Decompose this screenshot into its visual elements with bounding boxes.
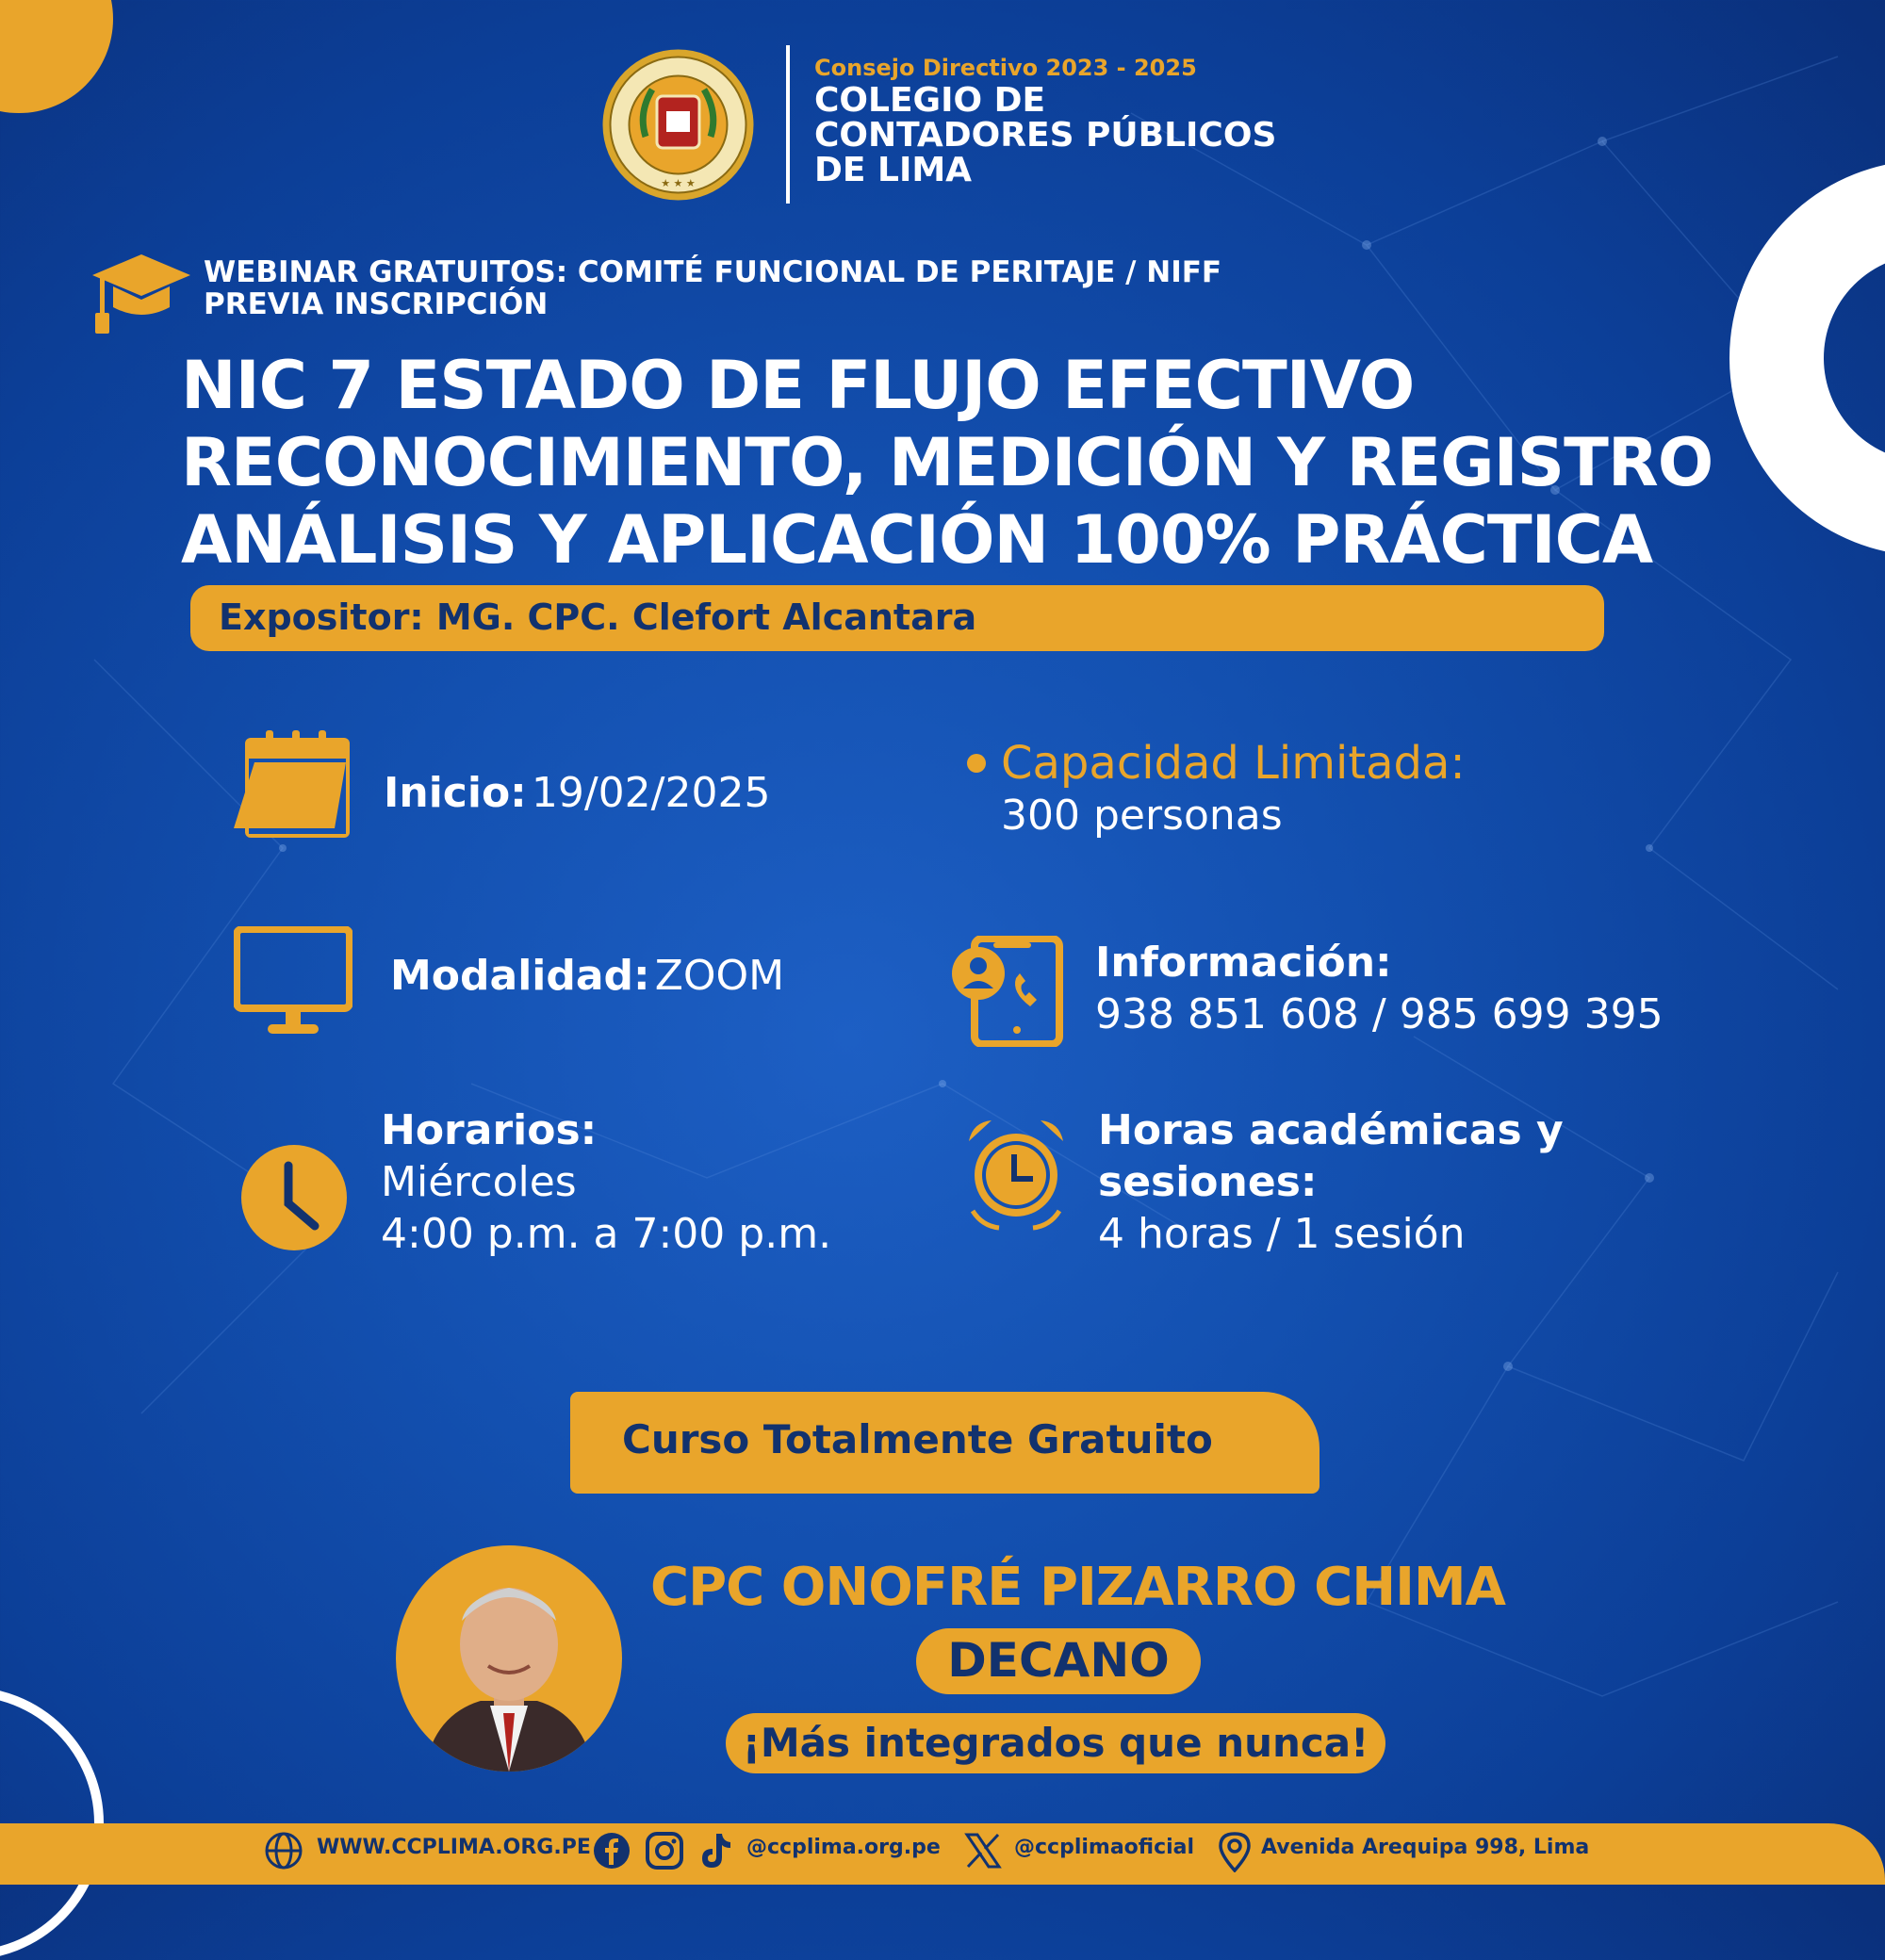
website-link[interactable]: WWW.CCPLIMA.ORG.PE — [317, 1836, 591, 1859]
location-pin-icon — [1218, 1831, 1252, 1872]
free-course-text: Curso Totalmente Gratuito — [622, 1416, 1213, 1462]
inicio-info — [384, 767, 770, 827]
social-handle[interactable]: @ccplima.org.pe — [746, 1836, 941, 1859]
council-period: Consejo Directivo 2023 - 2025 — [814, 55, 1197, 81]
college-name — [814, 83, 1276, 188]
slogan-text: ¡Más integrados que nunca! — [742, 1720, 1369, 1766]
modalidad-value: ZOOM — [654, 952, 785, 1000]
horas-label: sesiones: — [1098, 1158, 1318, 1206]
monitor-icon — [234, 926, 352, 1037]
webinar-subtitle — [204, 256, 1221, 320]
tiktok-icon[interactable] — [697, 1831, 733, 1870]
course-title — [181, 347, 1713, 579]
inicio-label: Inicio: — [384, 769, 527, 817]
informacion-value: 938 851 608 / 985 699 395 — [1095, 990, 1664, 1038]
graduation-cap-icon — [92, 254, 190, 335]
college-name-line: COLEGIO DE — [814, 81, 1046, 120]
college-name-line: CONTADORES PÚBLICOS — [814, 116, 1277, 155]
horarios-label: Horarios: — [381, 1106, 598, 1154]
dean-portrait — [396, 1545, 622, 1772]
calendar-icon — [226, 730, 353, 841]
clock-icon — [241, 1145, 347, 1250]
header-divider — [786, 45, 790, 204]
instagram-icon[interactable] — [645, 1831, 684, 1870]
horarios-info — [381, 1104, 831, 1260]
dean-name: CPC ONOFRÉ PIZARRO CHIMA — [650, 1557, 1505, 1618]
horarios-day: Miércoles — [381, 1158, 577, 1206]
horas-info — [1098, 1104, 1564, 1260]
college-name-line: DE LIMA — [814, 151, 973, 189]
webinar-line: WEBINAR GRATUITOS: COMITÉ FUNCIONAL DE PERITAJE / NIFF — [204, 255, 1222, 289]
capacidad-label: Capacidad Limitada: — [1001, 737, 1466, 790]
alarm-clock-icon — [963, 1117, 1069, 1232]
horarios-time: 4:00 p.m. a 7:00 p.m. — [381, 1210, 832, 1258]
address-text: Avenida Arequipa 998, Lima — [1261, 1836, 1590, 1859]
svg-text:★ ★ ★: ★ ★ ★ — [661, 177, 696, 189]
title-line: RECONOCIMIENTO, MEDICIÓN Y REGISTRO — [181, 424, 1713, 501]
title-line: NIC 7 ESTADO DE FLUJO EFECTIVO — [181, 347, 1415, 424]
x-twitter-icon[interactable] — [963, 1831, 1003, 1870]
college-seal-logo — [600, 47, 756, 203]
capacidad-info — [1001, 738, 1466, 841]
bullet-dot — [967, 754, 986, 773]
webinar-line: PREVIA INSCRIPCIÓN — [204, 287, 549, 321]
phone-contact-icon — [950, 936, 1063, 1047]
horas-value: 4 horas / 1 sesión — [1098, 1210, 1466, 1258]
expositor-text: Expositor: MG. CPC. Clefort Alcantara — [219, 596, 977, 638]
social-handle[interactable]: @ccplimaoficial — [1014, 1836, 1195, 1859]
facebook-icon[interactable] — [592, 1831, 631, 1870]
role-text: DECANO — [947, 1633, 1170, 1688]
globe-icon — [264, 1831, 303, 1870]
dean-photo — [396, 1545, 622, 1772]
modalidad-label: Modalidad: — [390, 952, 650, 1000]
capacidad-value: 300 personas — [1001, 792, 1283, 840]
modalidad-info — [390, 950, 784, 1010]
horas-label: Horas académicas y — [1098, 1106, 1564, 1154]
informacion-info — [1095, 937, 1664, 1040]
informacion-label: Información: — [1095, 939, 1392, 987]
inicio-value: 19/02/2025 — [531, 769, 771, 817]
title-line: ANÁLISIS Y APLICACIÓN 100% PRÁCTICA — [181, 501, 1653, 579]
